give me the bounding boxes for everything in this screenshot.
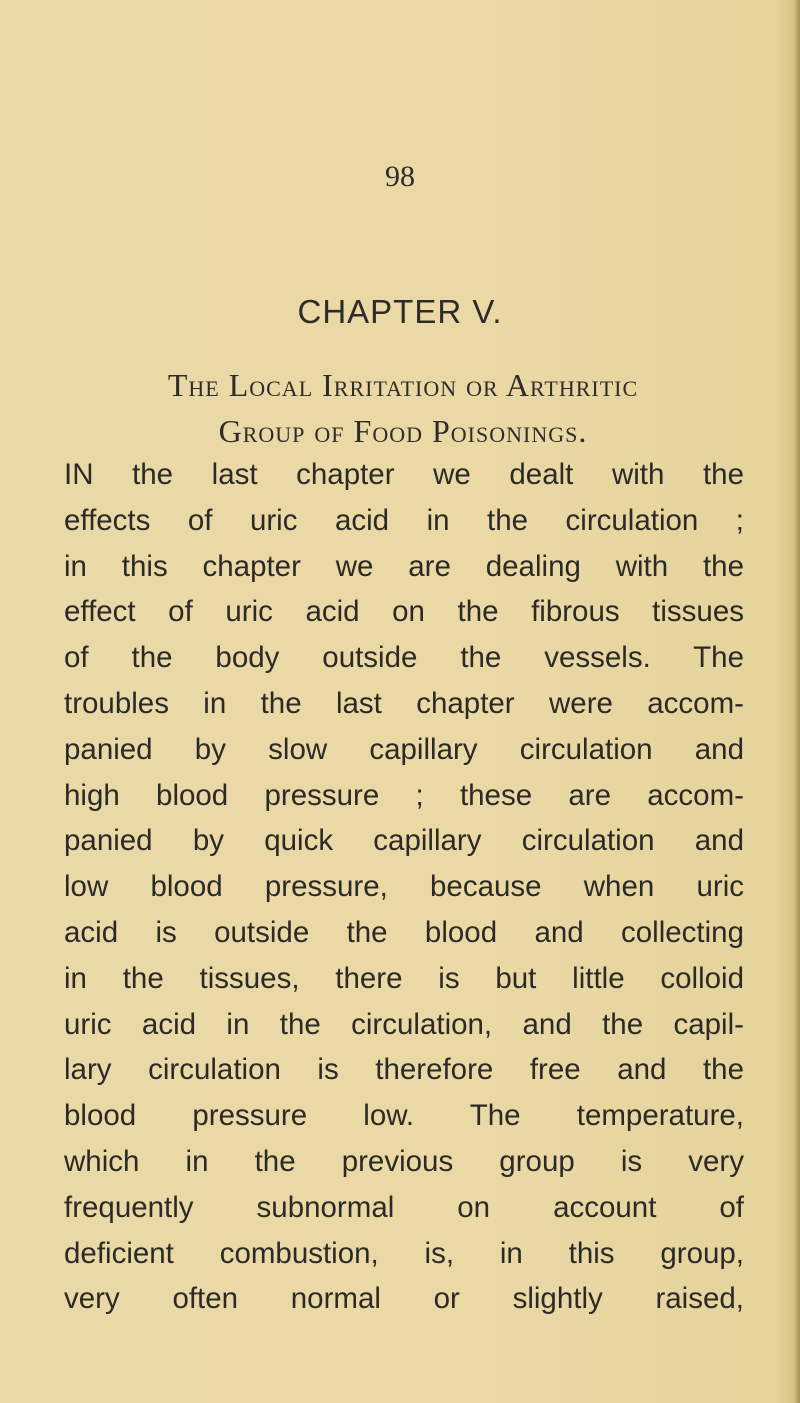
body-line: acid is outside the blood and collecting — [64, 915, 744, 949]
body-line: troubles in the last chapter were accom- — [64, 686, 744, 720]
chapter-title-line: The Local Irritation or Arthritic — [167, 367, 639, 403]
body-line: effects of uric acid in the circulation ; — [64, 503, 744, 537]
body-line: deficient combustion, is, in this group, — [64, 1236, 744, 1270]
body-line: panied by quick capillary circulation and — [64, 824, 744, 858]
body-paragraph — [64, 452, 744, 1322]
body-line: IN the last chapter we dealt with the — [64, 458, 744, 491]
chapter-title — [68, 362, 738, 454]
body-line: frequently subnormal on account of — [64, 1190, 744, 1224]
body-line: panied by slow capillary circulation and — [64, 732, 744, 766]
page-edge-shadow — [794, 0, 800, 1403]
page-number: 98 — [385, 160, 415, 193]
chapter-title-line: Group of Food Poisonings. — [218, 413, 588, 449]
body-line: lary circulation is therefore free and the — [64, 1053, 744, 1087]
body-line: effect of uric acid on the fibrous tissues — [64, 595, 744, 629]
body-line: in the tissues, there is but little colloid — [64, 961, 744, 995]
body-line: very often normal or slightly raised, — [64, 1282, 744, 1316]
body-line: high blood pressure ; these are accom- — [64, 778, 744, 812]
body-line: blood pressure low. The temperature, — [64, 1099, 744, 1133]
body-line: uric acid in the circulation, and the capil- — [64, 1007, 744, 1041]
body-line: low blood pressure, because when uric — [64, 870, 744, 904]
chapter-heading: CHAPTER V. — [297, 293, 503, 330]
body-line: in this chapter we are dealing with the — [64, 549, 744, 583]
body-line: which in the previous group is very — [64, 1144, 744, 1178]
body-line: of the body outside the vessels. The — [64, 641, 744, 675]
